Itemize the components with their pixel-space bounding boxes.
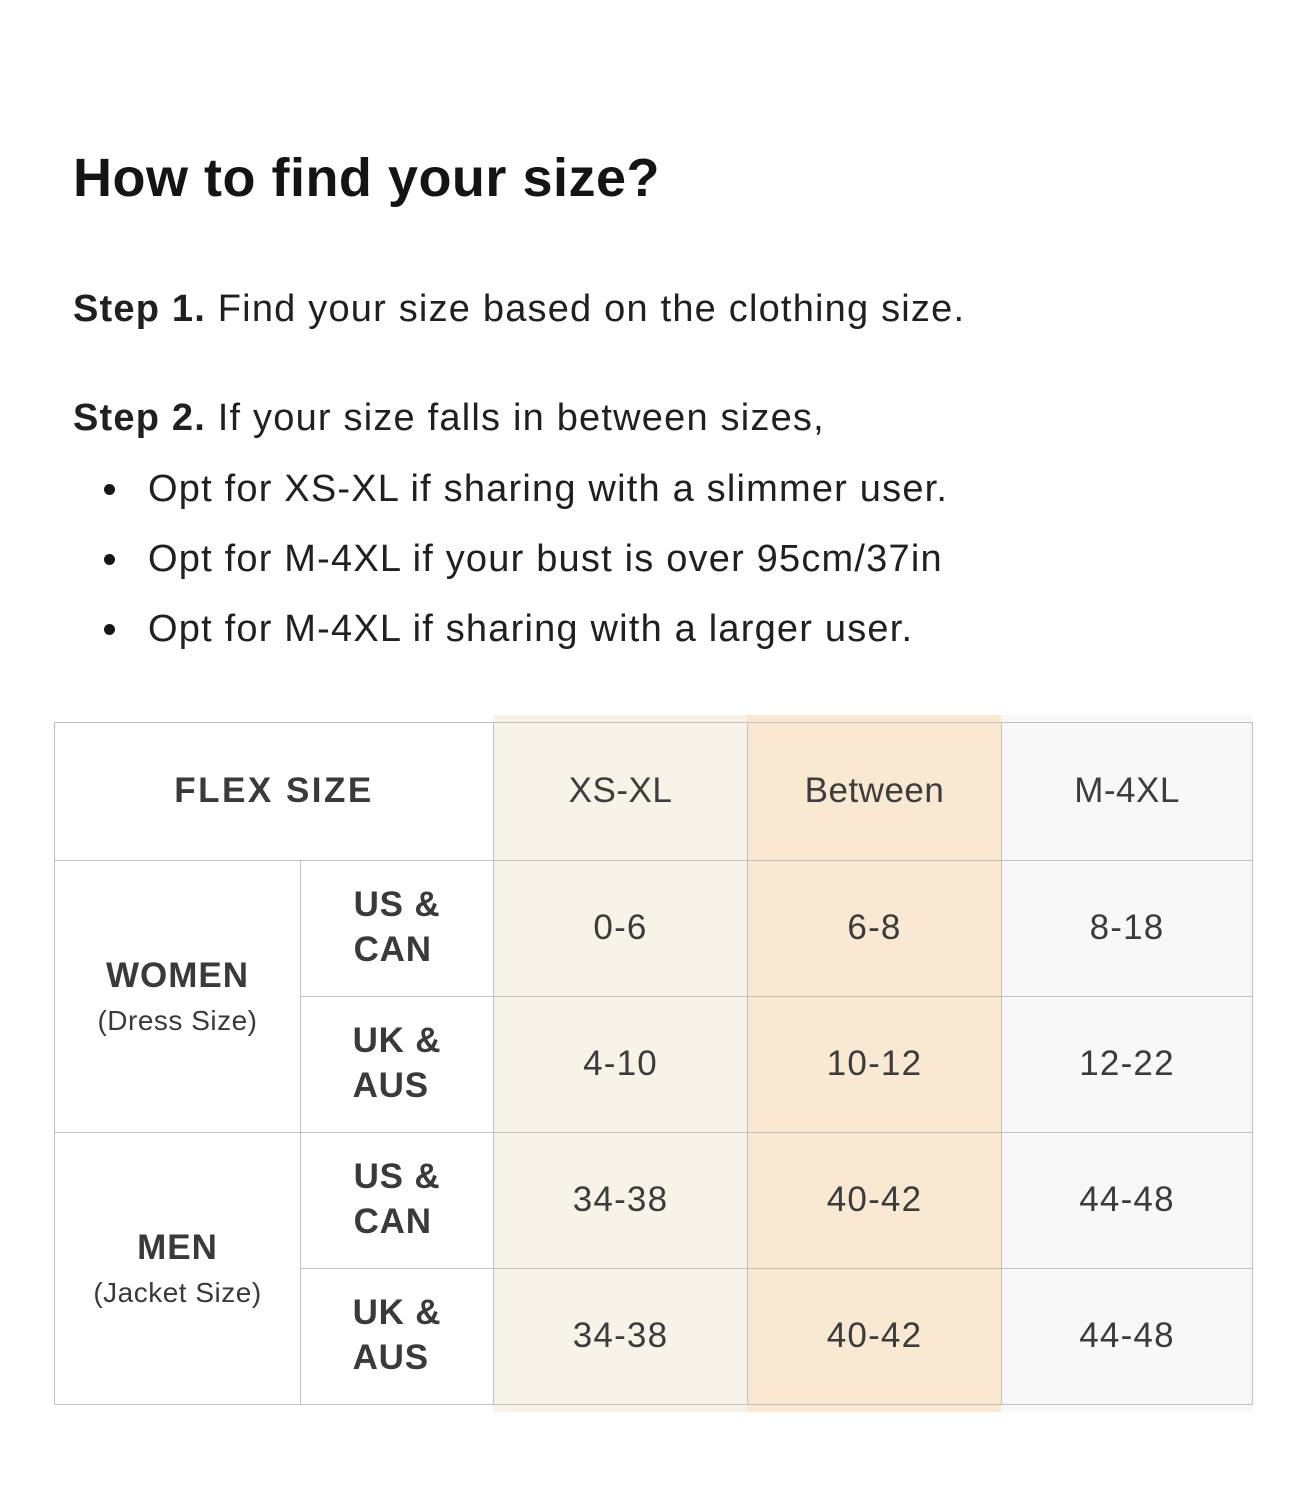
- cell-men-uk-aus-m-4xl: 44-48: [1002, 1268, 1253, 1404]
- size-table-section: [54, 722, 1252, 1405]
- table-row-men-us-can: [55, 1132, 1253, 1268]
- region-label: [354, 883, 441, 973]
- column-header-between: Between: [748, 722, 1002, 860]
- instructions-section: [0, 0, 1301, 652]
- region-cell-women-uk-aus: [301, 996, 494, 1132]
- group-cell-women: [55, 860, 301, 1132]
- cell-women-uk-aus-xs-xl: 4-10: [494, 996, 748, 1132]
- page-title: How to find your size?: [73, 148, 660, 208]
- group-cell-men: [55, 1132, 301, 1404]
- list-item: Opt for XS-XL if sharing with a slimmer user.: [73, 467, 1241, 512]
- flex-size-header: FLEX SIZE: [55, 722, 494, 860]
- size-table: [54, 722, 1253, 1405]
- cell-women-uk-aus-between: 10-12: [748, 996, 1002, 1132]
- region-cell-men-us-can: [301, 1132, 494, 1268]
- table-row-women-us-can: [55, 860, 1253, 996]
- step-2-options-list: [73, 467, 1241, 652]
- step-1-label: Step 1.: [73, 288, 206, 330]
- step-2-label: Step 2.: [73, 396, 206, 439]
- cell-men-us-can-xs-xl: 34-38: [494, 1132, 748, 1268]
- cell-men-uk-aus-xs-xl: 34-38: [494, 1268, 748, 1404]
- cell-women-us-can-m-4xl: 8-18: [1002, 860, 1253, 996]
- step-2-text: If your size falls in between sizes,: [217, 396, 825, 439]
- region-line: US &: [353, 885, 441, 925]
- cell-women-us-can-xs-xl: 0-6: [494, 860, 748, 996]
- list-item: Opt for M-4XL if sharing with a larger user.: [73, 607, 1241, 652]
- region-line: US &: [353, 1157, 441, 1197]
- cell-men-us-can-between: 40-42: [748, 1132, 1002, 1268]
- region-line: UK &: [352, 1293, 442, 1333]
- step-1: [73, 287, 1241, 332]
- group-subtitle-men: (Jacket Size): [93, 1276, 262, 1308]
- region-line: AUS: [352, 1338, 429, 1378]
- region-line: CAN: [353, 1202, 432, 1242]
- group-subtitle-women: (Dress Size): [97, 1004, 258, 1036]
- region-label: [354, 1155, 441, 1245]
- region-line: CAN: [353, 930, 432, 970]
- region-line: UK &: [352, 1021, 442, 1061]
- region-label: [353, 1291, 442, 1381]
- list-item: Opt for M-4XL if your bust is over 95cm/37in: [73, 537, 1241, 582]
- column-header-m-4xl: M-4XL: [1002, 722, 1253, 860]
- group-name-men: MEN: [137, 1227, 218, 1267]
- step-1-text: Find your size based on the clothing size.: [217, 288, 966, 330]
- region-line: AUS: [352, 1066, 429, 1106]
- column-header-xs-xl: XS-XL: [494, 722, 748, 860]
- step-2: [73, 396, 1241, 441]
- cell-men-uk-aus-between: 40-42: [748, 1268, 1002, 1404]
- region-cell-men-uk-aus: [301, 1268, 494, 1404]
- cell-women-uk-aus-m-4xl: 12-22: [1002, 996, 1253, 1132]
- cell-women-us-can-between: 6-8: [748, 860, 1002, 996]
- table-header-row: [55, 722, 1253, 860]
- group-name-women: WOMEN: [105, 955, 250, 995]
- region-cell-women-us-can: [301, 860, 494, 996]
- cell-men-us-can-m-4xl: 44-48: [1002, 1132, 1253, 1268]
- region-label: [353, 1019, 442, 1109]
